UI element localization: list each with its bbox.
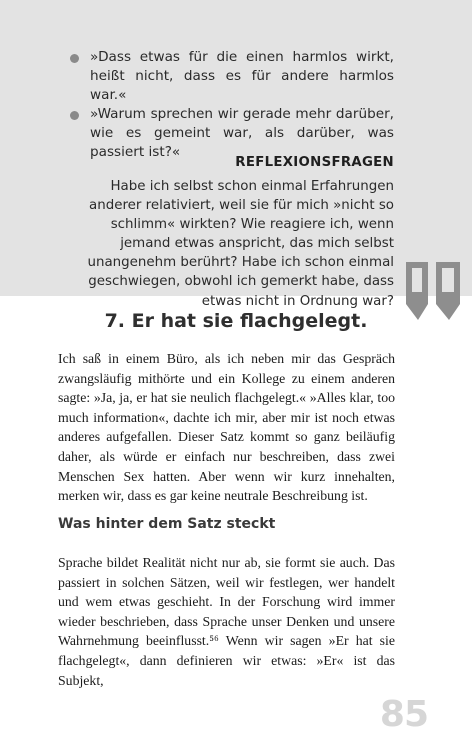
list-item — [68, 105, 394, 162]
bullet-dot-icon — [70, 111, 79, 120]
section-paragraph: Sprache bildet Realität nicht nur ab, sie formt sie auch. Das passiert in solchen Sätzen, weil wir festlegen, wer handelt und wem etwas geschieht. In der Forschung wird immer wieder beschrieben, dass Sprache unser Denken und unsere Wahrnehmung beeinflusst.⁵⁶ Wenn wir sagen »Er hat sie flachgelegt«, dann definieren wir etwas: »Er« ist das Subjekt, — [58, 555, 395, 688]
reflection-box — [0, 0, 472, 309]
bullet-text: »Warum sprechen wir gerade mehr darüber, wie es gemeint war, als darüber, was passiert ist?« — [90, 106, 394, 160]
list-item — [68, 48, 394, 105]
reflection-text: Habe ich selbst schon einmal Erfahrungen anderer relativiert, weil sie für mich »nicht so schlimm« wirkten? Wie reagiere ich, wenn jemand etwas anspricht, das mich selbst unangenehm berührt? Habe ich schon einmal geschwiegen, obwohl ich gemerkt habe, dass etwas nicht in Ordnung war? — [87, 179, 394, 309]
section-heading: Was hinter dem Satz steckt — [58, 516, 276, 532]
reflection-heading: REFLEXIONSFRAGEN — [235, 155, 394, 170]
bullet-dot-icon — [70, 54, 79, 63]
bullet-list — [68, 48, 394, 162]
chapter-paragraph: Ich saß in einem Büro, als ich neben mir das Gespräch zwangsläufig mithörte und ein Kollege zu einem anderen sagte: »Ja, ja, er hat sie neulich flachgelegt.« »Alles klar, too much information«, dachte ich mir, aber mir ist noch etwas anderes aufgefallen. Dieser Satz kommt so ganz beiläufig daher, als würde er einfach nur beschreiben, dass zwei Menschen Sex hatten. Aber wenn wir kurz innehalten, merken wir, dass es gar keine neutrale Beschreibung ist. — [58, 351, 395, 504]
chapter-title: 7. Er hat sie flachgelegt. — [104, 310, 368, 332]
bullet-text: »Dass etwas für die einen harmlos wirkt, heißt nicht, dass es für andere harmlos war.« — [90, 49, 394, 103]
page-number: 85 — [379, 694, 428, 735]
